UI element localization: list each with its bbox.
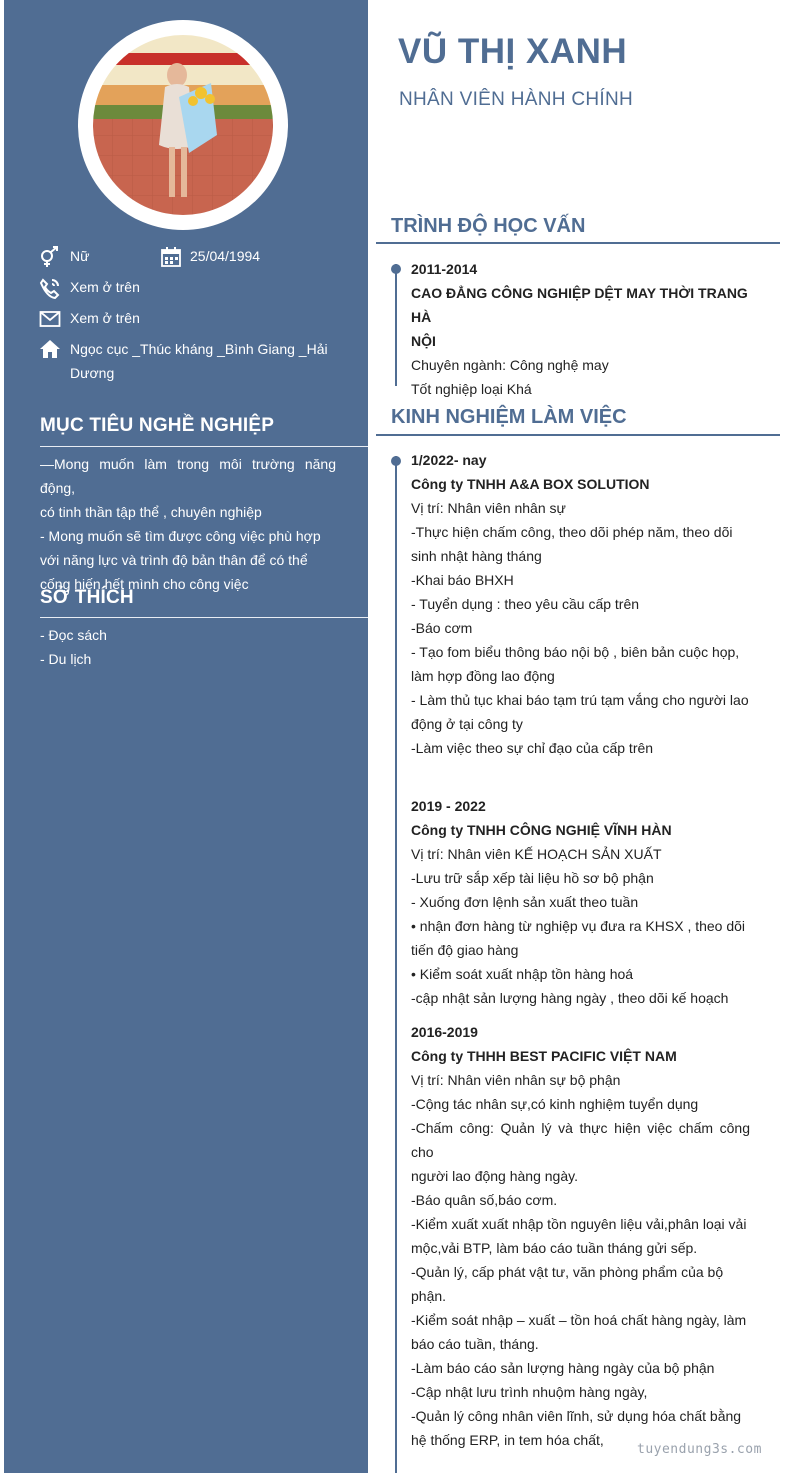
career-goal-line: cống hiến hết mình cho công việc xyxy=(40,576,249,592)
job-line: -Cập nhật lưu trình nhuộm hàng ngày, xyxy=(411,1384,648,1400)
job-line: động ở tại công ty xyxy=(411,716,523,732)
education-entry xyxy=(411,257,750,401)
job-line: -Báo quân số,báo cơm. xyxy=(411,1192,558,1208)
job-line: -Báo cơm xyxy=(411,620,473,636)
education-grade: Tốt nghiệp loại Khá xyxy=(411,381,532,397)
job-line: sinh nhật hàng tháng xyxy=(411,548,542,564)
job-line: Vị trí: Nhân viên KẾ HOẠCH SẢN XUẤT xyxy=(411,846,662,862)
education-divider xyxy=(376,242,780,244)
hobbies-divider xyxy=(40,617,368,618)
job-line: -Thực hiện chấm công, theo dõi phép năm, theo dõi xyxy=(411,524,733,540)
birthday-value: 25/04/1994 xyxy=(190,248,261,264)
job-line: phận. xyxy=(411,1288,447,1304)
job-line: -Quản lý, cấp phát vật tư, văn phòng phẩm của bộ xyxy=(411,1264,724,1280)
education-period: 2011-2014 xyxy=(411,261,478,277)
gender-icon xyxy=(39,246,61,268)
job-line: -Làm việc theo sự chỉ đạo của cấp trên xyxy=(411,740,654,756)
job-period: 1/2022- nay xyxy=(411,452,487,468)
job-line: người lao động hàng ngày. xyxy=(411,1168,578,1184)
hobbies-heading: SỞ THÍCH xyxy=(40,587,134,608)
job-entry-3 xyxy=(411,1020,750,1452)
hobby-item: - Đọc sách xyxy=(40,627,107,643)
calendar-icon xyxy=(160,246,182,268)
education-timeline-dot xyxy=(391,264,401,274)
job-line: -Chấm công: Quản lý và thực hiện việc chấm công cho xyxy=(411,1120,750,1160)
job-line: -Khai báo BHXH xyxy=(411,572,514,588)
career-goal-divider xyxy=(40,446,368,447)
job-line: -Lưu trữ sắp xếp tài liệu hồ sơ bộ phận xyxy=(411,870,654,886)
contact-info xyxy=(4,244,368,394)
education-school-cont: NỘI xyxy=(411,333,436,349)
job-line: - Tạo fom biểu thông báo nội bộ , biên bản cuộc họp, xyxy=(411,644,740,660)
job-company: Công ty TNHH A&A BOX SOLUTION xyxy=(411,476,650,492)
career-goal-heading: MỤC TIÊU NGHỀ NGHIỆP xyxy=(40,415,275,436)
education-major: Chuyên ngành: Công nghệ may xyxy=(411,357,609,373)
job-company: Công ty THHH BEST PACIFIC VIỆT NAM xyxy=(411,1048,677,1064)
job-line: mộc,vải BTP, làm báo cáo tuần tháng gửi sếp. xyxy=(411,1240,698,1256)
experience-timeline xyxy=(395,456,397,1473)
avatar-frame xyxy=(78,20,288,230)
job-line: -Quản lý công nhân viên lĩnh, sử dụng hóa chất bằng xyxy=(411,1408,742,1424)
job-line: • Kiểm soát xuất nhập tồn hàng hoá xyxy=(411,966,634,982)
job-line: -Cộng tác nhân sự,có kinh nghiệm tuyển dụng xyxy=(411,1096,699,1112)
job-entry-2 xyxy=(411,794,750,1010)
experience-timeline-dot xyxy=(391,456,401,466)
job-line: làm hợp đồng lao động xyxy=(411,668,555,684)
job-entry-1 xyxy=(411,448,750,760)
job-line: Vị trí: Nhân viên nhân sự xyxy=(411,500,566,516)
job-period: 2019 - 2022 xyxy=(411,798,486,814)
job-line: • nhận đơn hàng từ nghiệp vụ đưa ra KHSX , theo dõi xyxy=(411,918,746,934)
hobbies-list xyxy=(40,623,336,671)
phone-value: Xem ở trên xyxy=(70,279,140,295)
candidate-name: VŨ THỊ XANH xyxy=(398,32,628,71)
phone-icon xyxy=(39,277,61,299)
job-company: Công ty TNHH CÔNG NGHIỆ VĨNH HÀN xyxy=(411,822,672,838)
job-line: - Tuyển dụng : theo yêu cầu cấp trên xyxy=(411,596,640,612)
career-goal-line: —Mong muốn làm trong môi trường năng động, xyxy=(40,456,336,496)
job-line: báo cáo tuần, tháng. xyxy=(411,1336,539,1352)
email-value: Xem ở trên xyxy=(70,310,140,326)
address-line-1: Ngọc cục _Thúc kháng _Bình Giang _Hải xyxy=(70,341,328,357)
address-line-2: Dương xyxy=(70,365,115,381)
watermark: tuyendung3s.com xyxy=(637,1442,762,1457)
job-line: hệ thống ERP, in tem hóa chất, xyxy=(411,1432,604,1448)
email-icon xyxy=(39,308,61,330)
sidebar xyxy=(4,0,368,1473)
education-heading: TRÌNH ĐỘ HỌC VẤN xyxy=(391,215,586,237)
job-line: -Kiểm soát nhập – xuất – tồn hoá chất hàng ngày, làm xyxy=(411,1312,747,1328)
education-school: CAO ĐẲNG CÔNG NGHIỆP DỆT MAY THỜI TRANG HÀ xyxy=(411,285,748,325)
education-timeline xyxy=(395,264,397,386)
career-goal-line: có tinh thần tập thể , chuyên nghiệp xyxy=(40,504,262,520)
career-goal-line: với năng lực và trình độ bản thân để có thể xyxy=(40,552,308,568)
job-line: -Làm báo cáo sản lượng hàng ngày của bộ phận xyxy=(411,1360,715,1376)
gender-value: Nữ xyxy=(70,248,90,264)
avatar xyxy=(93,35,273,215)
career-goal-line: - Mong muốn sẽ tìm được công việc phù hợp xyxy=(40,528,321,544)
job-line: -cập nhật sản lượng hàng ngày , theo dõi kế hoạch xyxy=(411,990,729,1006)
experience-heading: KINH NGHIỆM LÀM VIỆC xyxy=(391,406,627,428)
job-line: - Làm thủ tục khai báo tạm trú tạm vắng cho người lao xyxy=(411,692,749,708)
job-line: -Kiểm xuất xuất nhập tồn nguyên liệu vải,phân loại vải xyxy=(411,1216,747,1232)
hobby-item: - Du lịch xyxy=(40,651,92,667)
job-line: tiến độ giao hàng xyxy=(411,942,519,958)
career-goal-text xyxy=(40,452,336,596)
job-line: - Xuống đơn lệnh sản xuất theo tuần xyxy=(411,894,639,910)
job-period: 2016-2019 xyxy=(411,1024,478,1040)
candidate-title: NHÂN VIÊN HÀNH CHÍNH xyxy=(399,89,634,110)
experience-divider xyxy=(376,434,780,436)
job-line: Vị trí: Nhân viên nhân sự bộ phận xyxy=(411,1072,621,1088)
home-icon xyxy=(39,338,61,360)
